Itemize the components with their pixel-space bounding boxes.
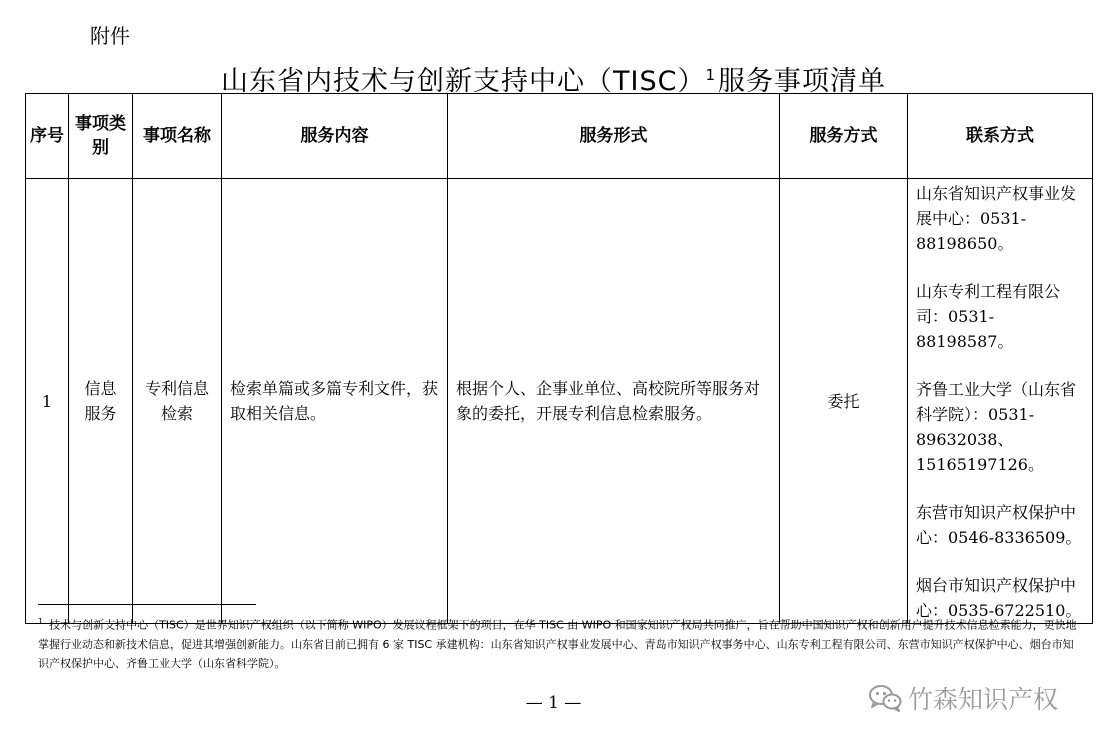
header-method: 服务方式 [780, 94, 908, 179]
cell-form: 根据个人、企事业单位、高校院所等服务对象的委托，开展专利信息检索服务。 [448, 179, 780, 624]
contact-entry: 山东专利工程有限公司：0531-88198587。 [916, 282, 1061, 351]
contact-entry: 烟台市知识产权保护中心：0535-6722510。 [916, 576, 1082, 620]
title-footnote-ref: 1 [705, 66, 716, 84]
contact-entry: 山东省知识产权事业发展中心：0531-88198650。 [916, 184, 1077, 253]
contact-entry: 东营市知识产权保护中心：0546-8336509。 [916, 503, 1082, 547]
header-form: 服务形式 [448, 94, 780, 179]
footnote-text: 技术与创新支持中心（TISC）是世界知识产权组织（以下简称 WIPO）发展议程框架下的项目，在华 TISC 由 WIPO 和国家知识产权局共同推广，旨在帮助中国知识产权和创新用户提升技术信息检索能力，更快地掌握行业动态和新技术信息，促进其增强创新能力。山东省目前已拥有 6 家 TISC 承建机构：山东省知识产权事业发展中心、青岛市知识产权事务中心、山东专利工程有限公司、东营市知识产权保护中心、烟台市知识产权保护中心、齐鲁工业大学（山东省科学院）。 [38, 618, 1077, 670]
header-category: 事项类别 [69, 94, 133, 179]
footnote-marker: 1 [38, 617, 44, 626]
cell-name: 专利信息检索 [133, 179, 222, 624]
cell-method: 委托 [780, 179, 908, 624]
footnote-divider [38, 604, 256, 605]
attachment-label: 附件 [90, 24, 130, 48]
cell-contacts [908, 179, 1093, 624]
watermark-text: 竹森知识产权 [908, 685, 1059, 714]
header-contact: 联系方式 [908, 94, 1093, 179]
title-tail: 服务事项清单 [718, 66, 886, 97]
table-header-row [26, 94, 1093, 179]
table-row [26, 179, 1093, 624]
page-number: — 1 — [525, 693, 582, 713]
header-no: 序号 [26, 94, 69, 179]
header-name: 事项名称 [133, 94, 222, 179]
header-content: 服务内容 [222, 94, 448, 179]
footnote [38, 612, 1078, 673]
contact-entry: 齐鲁工业大学（山东省科学院）：0531-89632038、15165197126。 [916, 380, 1077, 474]
cell-content: 检索单篇或多篇专利文件，获取相关信息。 [222, 179, 448, 624]
service-table [25, 93, 1093, 624]
cell-category: 信息服务 [69, 179, 133, 624]
watermark [868, 680, 1058, 716]
wechat-icon [868, 684, 902, 712]
title-main: 山东省内技术与创新支持中心（TISC） [221, 66, 706, 97]
cell-no: 1 [26, 179, 69, 624]
